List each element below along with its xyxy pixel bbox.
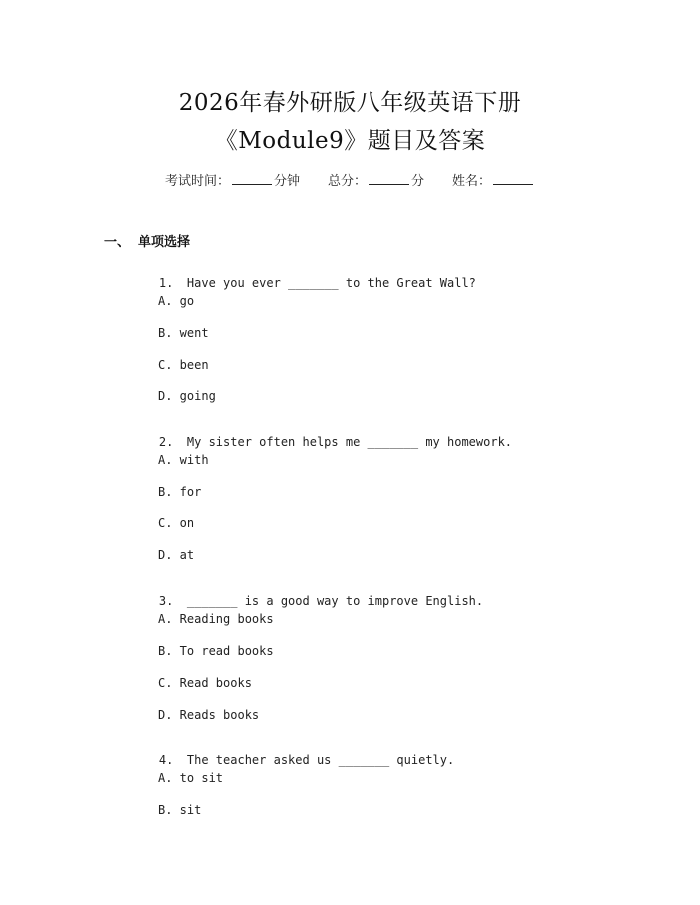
question-text: My sister often helps me _______ my homework. [186,435,513,449]
question-2-option-c: C. on [158,516,195,530]
question-3-option-c: C. Read books [158,676,252,690]
question-2-option-a: A. with [158,453,209,467]
question-4-option-a: A. to sit [158,771,224,785]
exam-time-unit: 分钟 [273,174,300,189]
question-1-option-c: C. been [158,358,209,372]
question-1-option-d: D. going [158,389,216,403]
exam-info-row [0,170,700,189]
question-number: 2. [158,435,174,449]
section-heading [104,231,190,250]
student-name-label: 姓名： [452,174,492,189]
question-3-option-b: B. To read books [158,644,274,658]
document-title-line-1: 2026年春外研版八年级英语下册 [178,90,522,116]
section-number: 一、 [104,235,131,250]
total-score-blank [369,172,409,185]
section-title: 单项选择 [138,235,191,250]
question-text: _______ is a good way to improve English. [186,594,484,608]
total-score-unit: 分 [411,174,425,189]
question-2-option-b: B. for [158,485,202,499]
question-number: 3. [158,594,174,608]
question-3-option-a: A. Reading books [158,612,274,626]
question-1-option-a: A. go [158,294,195,308]
student-name-blank [493,172,533,185]
document-title-line-2: 《Module9》题目及答案 [214,128,486,154]
exam-time-blank [232,172,272,185]
exam-time-label: 考试时间： [164,174,230,189]
question-4-option-b: B. sit [158,803,202,817]
question-number: 4. [158,753,174,767]
question-2-option-d: D. at [158,548,195,562]
question-text: The teacher asked us _______ quietly. [186,753,455,767]
total-score-label: 总分： [327,174,367,189]
question-number: 1. [158,276,174,290]
question-1-option-b: B. went [158,326,209,340]
question-text: Have you ever _______ to the Great Wall? [186,276,476,290]
total-score-field [328,170,424,189]
student-name-field [452,170,535,189]
question-3-option-d: D. Reads books [158,708,260,722]
exam-time-field [165,170,300,189]
